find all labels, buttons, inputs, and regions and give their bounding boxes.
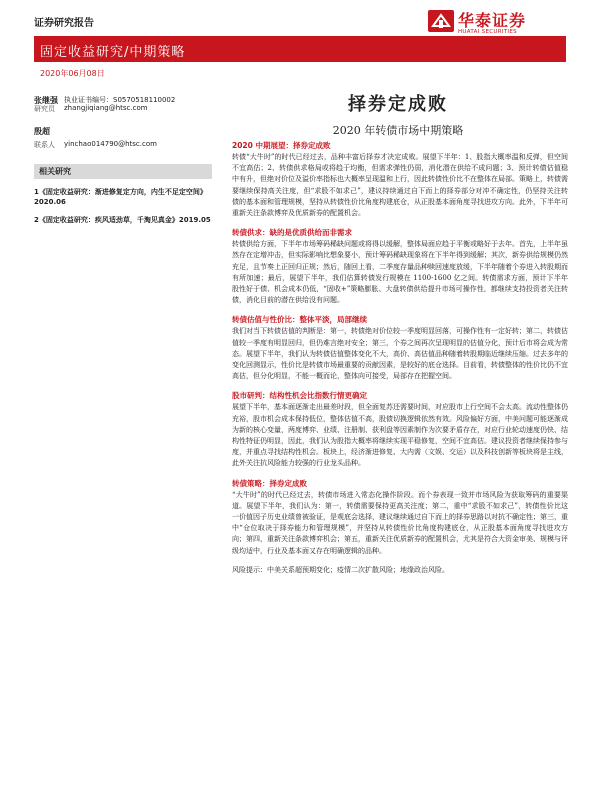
report-banner — [34, 36, 566, 62]
page-subtitle: 2020 年转债市场中期策略 — [332, 124, 464, 137]
author-cert: 执业证书编号：S0570518110002 — [64, 96, 176, 104]
section-equity-market — [232, 390, 568, 469]
section-body: 我们对当下转债估值的判断是：第一，转债绝对价位较一季度明显回落，可操作性有一定好转；第二，转债估值较一季度有明显回归，但仍难言绝对安全；第三，个券之间再次呈现明显的估值分化，预计后市将会成为常态。展望下半年，我们认为转债估值整体变化不大，高价、高估值品种随着转股期临近继续压缩。过去多年的变化回测显示，性价比是转债市场最重要的贡献因素，是较好的底仓选择。目前看，转债整体的性价比仍不宜高估，但分化明显，不能一概而论，整体向可接受，局部存在把握空间。 — [232, 327, 568, 381]
section-title: 2020 中期展望：择券定成败 — [232, 141, 331, 150]
related-item[interactable]: 1《固定收益研究：渐进修复定方向，内生不足定空间》2020.06 — [34, 188, 207, 206]
risk-warning: 风险提示：中美关系超预期变化；疫情二次扩散风险；地缘政治风险。 — [232, 565, 449, 574]
author-name: 殷超 — [34, 127, 50, 136]
huatai-logo — [428, 8, 568, 38]
logo-text-cn: 华泰证券 — [458, 11, 527, 30]
report-date: 2020年06月08日 — [40, 69, 105, 78]
page-title: 择券定成败 — [348, 94, 448, 115]
section-body: 转债“大牛时”的时代已经过去，品种丰富后择券才决定成败。展望下半年：1、股指大概率温和反弹，但空间不宜高估；2、转债供求格局或将趋于均衡，但需求弹性仍弱，消化潜在供给不成问题；3、预计转债估值稳中有升，但绝对价位及溢价率指标也大概率呈现温和上行，因此转债性价比不在整体在局部。策略上，转债需要继续保持高关注度，但“求股不如求己”，建议持续通过自下而上的择券部分对冲不确定性，仍坚持关注转债的基本面和管理规模，坚持从转债性价比角度构建底仓，从正股基本面角度寻找进攻方向。此外，下半年可重新关注条款博弈及优质新券的配置机会。 — [232, 153, 568, 218]
related-item[interactable]: 2《固定收益研究：疾风适劲草，千淘见真金》2019.05 — [34, 216, 211, 224]
related-research-heading: 相关研究 — [34, 164, 212, 179]
huatai-logo-icon — [428, 10, 454, 32]
section-title: 股市研判：结构性机会比指数行情更确定 — [232, 391, 367, 401]
author-email[interactable]: yinchao014790@htsc.com — [64, 140, 157, 148]
section-title: 转债供求：缺的是优质供给而非需求 — [232, 228, 352, 238]
section-title: 转债策略：择券定成败 — [232, 478, 307, 488]
author-name: 张继强 — [34, 96, 58, 105]
author-2 — [34, 126, 212, 156]
author-role: 研究员 — [34, 105, 55, 113]
author-1 — [34, 95, 212, 112]
report-body — [232, 140, 568, 576]
related-research-list — [34, 187, 212, 233]
section-strategy — [232, 478, 568, 557]
author-email[interactable]: zhangjiqiang@htsc.com — [64, 104, 148, 112]
logo-text-en: HUATAI SECURITIES — [458, 29, 517, 35]
section-supply-demand — [232, 227, 568, 306]
section-valuation — [232, 314, 568, 382]
section-outlook — [232, 140, 568, 219]
section-body: 转债供给方面，下半年市场筹码稀缺问题或将得以缓解，整体局面应趋于平衡或略好于去年。首先，上半年虽然存在定增冲击，但实际影响比想象要小，预计筹码稀缺现象将在下半年得到缓解；其次，新券供给规模仍然充足，且节奏上正回归正规；然后，随回上看，二季度存量品种赎回速度放缓，下半年随着个券进入转股期而有所加速；最后，展望下半年，我们估算转债发行规模在 1100-1600 亿之间。转债需求方面，预计下半年股性好于债、机会成本仍低，“固收+”策略膨胀、大盘转债供给提升市场可操作性，都继续支持投资者关注转债，消化目前的潜在供给没有问题。 — [232, 240, 568, 305]
author-role: 联系人 — [34, 141, 55, 149]
section-body: 展望下半年，基本面逐渐走出最差时段，但全面复苏还需要时间，对应股市上行空间不会太高。流动性整体仍充裕，股市机会成本保持低位，整体估值不高，股债切换逻辑依然有效。风险偏好方面，中美问题可能逐渐成为新的核心变量，两度博弈、业绩、注册制、获利盘等因素制作为次要矛盾存在，对应行业轮动速度仍快、结构性特征仍明显，因此，我们认为股指大概率将继续实现平稳修复，空间不宜高估。建议投资者继续保持参与度，并重点寻找结构性机会。板块上，经济渐进修复、大内需（文娱、交运）以及科技创新等板块将是主线，此外关注抗风险能力较强的行业龙头品种。 — [232, 403, 568, 468]
report-type-label: 证券研究报告 — [34, 18, 94, 29]
author-panel — [34, 95, 212, 156]
banner-title: 固定收益研究/中期策略 — [40, 45, 186, 60]
section-title: 转债估值与性价比：整体平淡，局部继续 — [232, 315, 367, 325]
section-body: “大牛时”的时代已经过去，转债市场进入常态化操作阶段。而个券表现一致并市场风险为获取筹码的重要渠道。展望下半年，我们认为：第一，转债需要保持更高关注度；第二，重中“求股不如求己”，转债性价比这一价值因子历史业绩曾被验证，是观底会选择，建议继续通过自下而上的择券思路以对抗不确定性；第三，重中“仓位取决于择券能力和管理规模”，并坚持从转债性价比角度构建底仓，从正股基本面角度寻找进攻方向；第四，重新关注条款博弈机会；第五，重新关注优质新券的配置机会，尤其是符合大资金审美、规模与评级均适中，行业及基本面又存在明确逻辑的品种。 — [232, 490, 568, 555]
